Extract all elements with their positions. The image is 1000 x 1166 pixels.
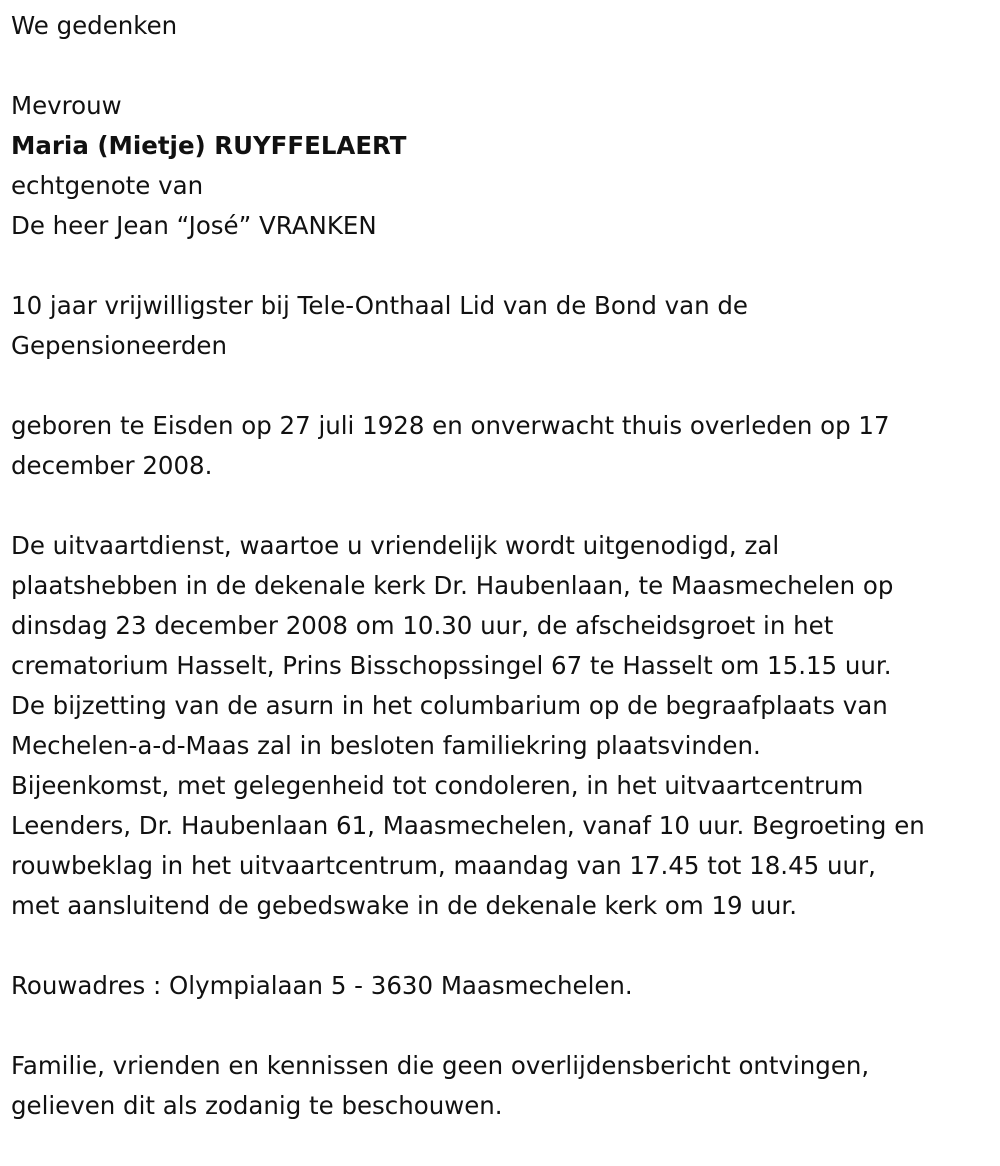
- spacer: [11, 486, 990, 526]
- paragraph-line: Mechelen-a-d-Maas zal in besloten familiekring plaatsvinden.: [11, 731, 761, 760]
- spacer: [11, 366, 990, 406]
- paragraph-line: De uitvaartdienst, waartoe u vriendelijk wordt uitgenodigd, zal: [11, 531, 780, 560]
- honorific: Mevrouw: [11, 91, 122, 120]
- paragraph-line: plaatshebben in de dekenale kerk Dr. Haubenlaan, te Maasmechelen op: [11, 571, 894, 600]
- deceased-name: Maria (Mietje) RUYFFELAERT: [11, 131, 407, 160]
- paragraph-line: crematorium Hasselt, Prins Bisschopssingel 67 te Hasselt om 15.15 uur.: [11, 651, 892, 680]
- paragraph-line: december 2008.: [11, 451, 213, 480]
- heading: We gedenken: [11, 11, 178, 40]
- paragraph-line: Bijeenkomst, met gelegenheid tot condoleren, in het uitvaartcentrum: [11, 771, 864, 800]
- spacer: [11, 1006, 990, 1046]
- closing-paragraph: [11, 1046, 990, 1126]
- paragraph-line: geboren te Eisden op 27 juli 1928 en onverwacht thuis overleden op 17: [11, 411, 890, 440]
- spacer: [11, 246, 990, 286]
- paragraph-line: rouwbeklag in het uitvaartcentrum, maandag van 17.45 tot 18.45 uur,: [11, 851, 876, 880]
- paragraph-line: Familie, vrienden en kennissen die geen overlijdensbericht ontvingen,: [11, 1051, 870, 1080]
- birth-death-paragraph: [11, 406, 990, 486]
- spacer: [11, 926, 990, 966]
- paragraph-line: gelieven dit als zodanig te beschouwen.: [11, 1091, 503, 1120]
- paragraph-line: Gepensioneerden: [11, 331, 227, 360]
- spouse-name: De heer Jean “José” VRANKEN: [11, 211, 377, 240]
- paragraph-line: 10 jaar vrijwilligster bij Tele-Onthaal Lid van de Bond van de: [11, 291, 748, 320]
- relation-text: echtgenote van: [11, 171, 204, 200]
- mourning-address: Rouwadres : Olympialaan 5 - 3630 Maasmechelen.: [11, 971, 633, 1000]
- spacer: [11, 46, 990, 86]
- paragraph-line: dinsdag 23 december 2008 om 10.30 uur, de afscheidsgroet in het: [11, 611, 834, 640]
- volunteer-paragraph: [11, 286, 990, 366]
- funeral-paragraph: [11, 526, 990, 926]
- paragraph-line: met aansluitend de gebedswake in de dekenale kerk om 19 uur.: [11, 891, 798, 920]
- paragraph-line: Leenders, Dr. Haubenlaan 61, Maasmechelen, vanaf 10 uur. Begroeting en: [11, 811, 925, 840]
- paragraph-line: De bijzetting van de asurn in het columbarium op de begraafplaats van: [11, 691, 888, 720]
